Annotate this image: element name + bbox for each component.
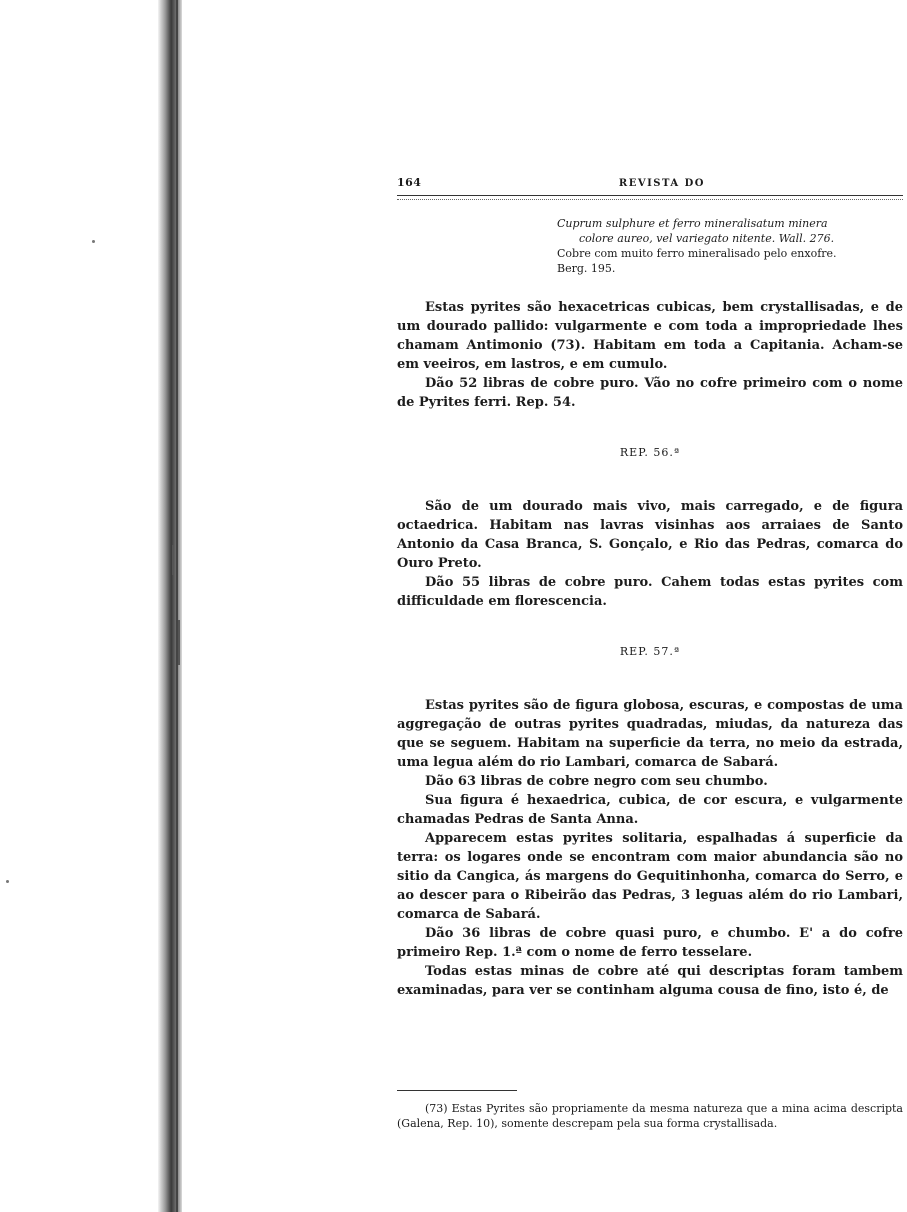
body-paragraph: Dão 36 libras de cobre quasi puro, e chumbo. E' a do cofre primeiro Rep. 1.ª com o nome de ferro tesselare.: [397, 926, 903, 960]
latin-line: Cuprum sulphure et ferro mineralisatum minera: [557, 217, 828, 230]
body-paragraph: Dão 63 libras de cobre negro com seu chumbo.: [425, 774, 768, 789]
page-binding-shadow: [158, 0, 182, 1212]
scan-speck: [92, 240, 95, 243]
body-paragraph: Dão 52 libras de cobre puro. Vão no cofre primeiro com o nome de Pyrites ferri. Rep. 54.: [397, 376, 903, 410]
portuguese-line: Cobre com muito ferro mineralisado pelo enxofre.: [557, 247, 837, 260]
body-paragraph: São de um dourado mais vivo, mais carregado, e de figura octaedrica. Habitam nas lavras visinhas aos arraiaes de Santo Antonio da Casa Branca, S. Gonçalo, e Rio das Pedras, comarca do Ouro Preto.: [397, 499, 903, 571]
footnote-rule: [397, 1090, 517, 1091]
body-paragraph: Todas estas minas de cobre até qui descriptas foram tambem examinadas, para ver se continham alguma cousa de fino, isto é, de: [397, 964, 903, 998]
latin-line: colore aureo, vel variegato nitente. Wall. 276.: [579, 232, 835, 245]
running-header: [397, 176, 903, 189]
gutter-mark: [172, 545, 174, 575]
gutter-mark: [178, 620, 180, 665]
running-title: REVISTA DO: [618, 178, 705, 189]
body-paragraph: Apparecem estas pyrites solitaria, espalhadas á superficie da terra: os logares onde se encontram com maior abundancia são no sitio da Cangica, ás margens do Gequitinhonha, comarca do Serro, e ao descer para o Ribeirão das Pedras, 3 leguas além do rio Lambari, comarca de Sabará.: [397, 831, 903, 922]
footnote: (73) Estas Pyrites são propriamente da mesma natureza que a mina acima descripta (Galena, Rep. 10), somente descrepam pela sua forma crystallisada.: [397, 1102, 903, 1130]
section-heading: REP. 57.ª: [619, 645, 681, 658]
scan-speck: [6, 880, 9, 883]
body-paragraph: Sua figura é hexaedrica, cubica, de cor escura, e vulgarmente chamadas Pedras de Santa Anna.: [397, 793, 903, 827]
binding-edge-line: [176, 0, 178, 1212]
body-paragraph: Estas pyrites são hexacetricas cubicas, bem crystallisadas, e de um dourado pallido: vulgarmente e com toda a impropriedade lhes chamam Antimonio (73). Habitam em toda a Capitania. Acham-se em veeiros, em lastros, e em cumulo.: [397, 300, 903, 372]
header-rule: [397, 195, 903, 200]
portuguese-line: Berg. 195.: [557, 262, 616, 275]
section-heading: REP. 56.ª: [619, 446, 681, 459]
body-paragraph: Dão 55 libras de cobre puro. Cahem todas estas pyrites com difficuldade em florescencia.: [397, 575, 903, 609]
body-paragraph: Estas pyrites são de figura globosa, escuras, e compostas de uma aggregação de outras pyrites quadradas, miudas, da natureza das que se seguem. Habitam na superficie da terra, no meio da estrada, uma legua além do rio Lambari, comarca de Sabará.: [397, 698, 903, 770]
page-number: 164: [397, 176, 422, 189]
book-page: [397, 176, 903, 1131]
latin-description: [397, 216, 903, 276]
